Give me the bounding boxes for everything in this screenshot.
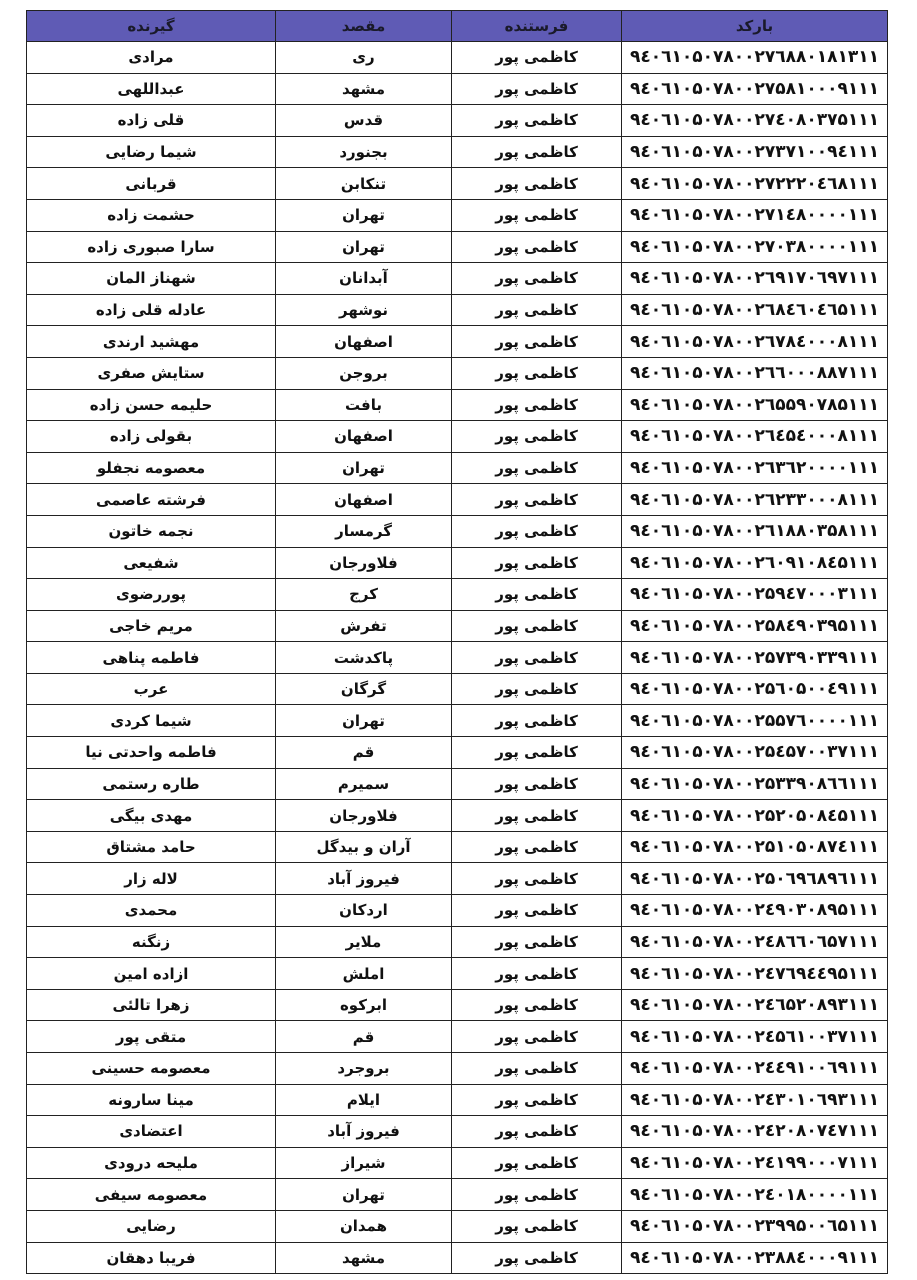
table-row: [27, 926, 888, 958]
receiver-cell: عرب: [27, 673, 276, 705]
destination-cell: آبدانان: [276, 263, 452, 295]
destination-cell: گرمسار: [276, 515, 452, 547]
sender-cell: کاظمی پور: [452, 452, 622, 484]
header-row: [27, 11, 888, 42]
table-row: [27, 1242, 888, 1274]
receiver-cell: بقولی زاده: [27, 421, 276, 453]
sender-cell: کاظمی پور: [452, 958, 622, 990]
table-row: [27, 1021, 888, 1053]
barcode-cell: ۹٤۰٦۱۰۵۰۷۸۰۰۲٦۱۸۸۰۳۵۸۱۱۱: [622, 515, 888, 547]
barcode-cell: ۹٤۰٦۱۰۵۰۷۸۰۰۲٦۲۳۳۰۰۰۸۱۱۱: [622, 484, 888, 516]
destination-cell: همدان: [276, 1210, 452, 1242]
sender-cell: کاظمی پور: [452, 357, 622, 389]
receiver-cell: شفیعی: [27, 547, 276, 579]
destination-cell: اردکان: [276, 895, 452, 927]
receiver-cell: شیما کردی: [27, 705, 276, 737]
barcode-cell: ۹٤۰٦۱۰۵۰۷۸۰۰۲۵٤۵۷۰۰۳۷۱۱۱: [622, 737, 888, 769]
sender-cell: کاظمی پور: [452, 136, 622, 168]
destination-cell: اصفهان: [276, 421, 452, 453]
table-row: [27, 800, 888, 832]
destination-cell: قم: [276, 1021, 452, 1053]
destination-cell: نوشهر: [276, 294, 452, 326]
barcode-cell: ۹٤۰٦۱۰۵۰۷۸۰۰۲٤۱۹۹۰۰۰۷۱۱۱: [622, 1147, 888, 1179]
sender-cell: کاظمی پور: [452, 1147, 622, 1179]
sender-cell: کاظمی پور: [452, 389, 622, 421]
sender-cell: کاظمی پور: [452, 1242, 622, 1274]
barcode-cell: ۹٤۰٦۱۰۵۰۷۸۰۰۲٤۵٦۱۰۰۳۷۱۱۱: [622, 1021, 888, 1053]
sender-cell: کاظمی پور: [452, 610, 622, 642]
destination-cell: اصفهان: [276, 326, 452, 358]
receiver-cell: شیما رضایی: [27, 136, 276, 168]
sender-cell: کاظمی پور: [452, 1084, 622, 1116]
barcode-cell: ۹٤۰٦۱۰۵۰۷۸۰۰۲۵۹٤۷۰۰۰۳۱۱۱: [622, 579, 888, 611]
receiver-cell: فریبا دهقان: [27, 1242, 276, 1274]
sender-cell: کاظمی پور: [452, 1021, 622, 1053]
destination-cell: کرج: [276, 579, 452, 611]
destination-cell: آران و بیدگل: [276, 831, 452, 863]
sender-cell: کاظمی پور: [452, 326, 622, 358]
barcode-cell: ۹٤۰٦۱۰۵۰۷۸۰۰۲٦۳٦۲۰۰۰۰۱۱۱: [622, 452, 888, 484]
receiver-cell: قلی زاده: [27, 105, 276, 137]
destination-cell: اصفهان: [276, 484, 452, 516]
barcode-cell: ۹٤۰٦۱۰۵۰۷۸۰۰۲۵۸٤۹۰۳۹۵۱۱۱: [622, 610, 888, 642]
receiver-cell: ازاده امین: [27, 958, 276, 990]
destination-cell: املش: [276, 958, 452, 990]
sender-cell: کاظمی پور: [452, 705, 622, 737]
table-row: [27, 73, 888, 105]
barcode-cell: ۹٤۰٦۱۰۵۰۷۸۰۰۲۷۵۸۱۰۰۰۹۱۱۱: [622, 73, 888, 105]
barcode-cell: ۹٤۰٦۱۰۵۰۷۸۰۰۲۷۱٤۸۰۰۰۰۱۱۱: [622, 199, 888, 231]
table-row: [27, 1147, 888, 1179]
barcode-cell: ۹٤۰٦۱۰۵۰۷۸۰۰۲۵۲۰۵۰۸٤۵۱۱۱: [622, 800, 888, 832]
receiver-cell: عادله قلی زاده: [27, 294, 276, 326]
table-row: [27, 326, 888, 358]
destination-cell: فلاورجان: [276, 800, 452, 832]
barcode-cell: ۹٤۰٦۱۰۵۰۷۸۰۰۲۳۹۹۵۰۰٦۵۱۱۱: [622, 1210, 888, 1242]
destination-cell: بجنورد: [276, 136, 452, 168]
sender-cell: کاظمی پور: [452, 105, 622, 137]
barcode-cell: ۹٤۰٦۱۰۵۰۷۸۰۰۲٦۷۸٤۰۰۰۸۱۱۱: [622, 326, 888, 358]
destination-cell: فیروز آباد: [276, 863, 452, 895]
sender-cell: کاظمی پور: [452, 673, 622, 705]
table-row: [27, 547, 888, 579]
barcode-cell: ۹٤۰٦۱۰۵۰۷۸۰۰۲٦۹۱۷۰٦۹۷۱۱۱: [622, 263, 888, 295]
table-row: [27, 642, 888, 674]
table-row: [27, 863, 888, 895]
table-row: [27, 610, 888, 642]
receiver-cell: نجمه خاتون: [27, 515, 276, 547]
barcode-cell: ۹٤۰٦۱۰۵۰۷۸۰۰۲٤٤۹۱۰۰٦۹۱۱۱: [622, 1053, 888, 1085]
destination-cell: قم: [276, 737, 452, 769]
receiver-cell: زنگنه: [27, 926, 276, 958]
destination-cell: تهران: [276, 452, 452, 484]
barcode-cell: ۹٤۰٦۱۰۵۰۷۸۰۰۲٤۰۱۸۰۰۰۰۱۱۱: [622, 1179, 888, 1211]
destination-cell: ابرکوه: [276, 989, 452, 1021]
table-row: [27, 958, 888, 990]
barcode-cell: ۹٤۰٦۱۰۵۰۷۸۰۰۲۷۲۲۲۰٤٦۸۱۱۱: [622, 168, 888, 200]
receiver-cell: ستایش صفری: [27, 357, 276, 389]
destination-cell: فیروز آباد: [276, 1116, 452, 1148]
sender-cell: کاظمی پور: [452, 863, 622, 895]
destination-cell: فلاورجان: [276, 547, 452, 579]
column-header-receiver: گیرنده: [27, 11, 276, 42]
barcode-cell: ۹٤۰٦۱۰۵۰۷۸۰۰۲٤٦۵۲۰۸۹۳۱۱۱: [622, 989, 888, 1021]
table-row: [27, 768, 888, 800]
sender-cell: کاظمی پور: [452, 263, 622, 295]
destination-cell: ری: [276, 42, 452, 74]
barcode-cell: ۹٤۰٦۱۰۵۰۷۸۰۰۲٦٤۵٤۰۰۰۸۱۱۱: [622, 421, 888, 453]
receiver-cell: متقی پور: [27, 1021, 276, 1053]
destination-cell: تهران: [276, 231, 452, 263]
table-row: [27, 105, 888, 137]
barcode-cell: ۹٤۰٦۱۰۵۰۷۸۰۰۲٦۰۹۱۰۸٤۵۱۱۱: [622, 547, 888, 579]
receiver-cell: معصومه نجفلو: [27, 452, 276, 484]
barcode-cell: ۹٤۰٦۱۰۵۰۷۸۰۰۲٤۳۰۱۰٦۹۳۱۱۱: [622, 1084, 888, 1116]
table-row: [27, 452, 888, 484]
barcode-cell: ۹٤۰٦۱۰۵۰۷۸۰۰۲٤۸٦٦۰٦۵۷۱۱۱: [622, 926, 888, 958]
destination-cell: ملایر: [276, 926, 452, 958]
barcode-cell: ۹٤۰٦۱۰۵۰۷۸۰۰۲٤۹۰۳۰۸۹۵۱۱۱: [622, 895, 888, 927]
barcode-cell: ۹٤۰٦۱۰۵۰۷۸۰۰۲۳۸۸٤۰۰۰۹۱۱۱: [622, 1242, 888, 1274]
table-row: [27, 673, 888, 705]
sender-cell: کاظمی پور: [452, 926, 622, 958]
sender-cell: کاظمی پور: [452, 484, 622, 516]
sender-cell: کاظمی پور: [452, 768, 622, 800]
sender-cell: کاظمی پور: [452, 989, 622, 1021]
receiver-cell: شهناز المان: [27, 263, 276, 295]
receiver-cell: اعتضادی: [27, 1116, 276, 1148]
destination-cell: بروجن: [276, 357, 452, 389]
receiver-cell: رضایی: [27, 1210, 276, 1242]
table-row: [27, 263, 888, 295]
receiver-cell: معصومه سیفی: [27, 1179, 276, 1211]
receiver-cell: لاله زار: [27, 863, 276, 895]
destination-cell: تنکابن: [276, 168, 452, 200]
receiver-cell: مهدی بیگی: [27, 800, 276, 832]
barcode-cell: ۹٤۰٦۱۰۵۰۷۸۰۰۲۵۷۳۹۰۳۳۹۱۱۱: [622, 642, 888, 674]
barcode-cell: ۹٤۰٦۱۰۵۰۷۸۰۰۲۵٦۰۵۰۰٤۹۱۱۱: [622, 673, 888, 705]
table-row: [27, 989, 888, 1021]
sender-cell: کاظمی پور: [452, 231, 622, 263]
barcode-cell: ۹٤۰٦۱۰۵۰۷۸۰۰۲۵۱۰۵۰۸۷٤۱۱۱: [622, 831, 888, 863]
receiver-cell: طاره رستمی: [27, 768, 276, 800]
destination-cell: شیراز: [276, 1147, 452, 1179]
table-body: [27, 42, 888, 1274]
destination-cell: تهران: [276, 1179, 452, 1211]
receiver-cell: سارا صبوری زاده: [27, 231, 276, 263]
barcode-cell: ۹٤۰٦۱۰۵۰۷۸۰۰۲٤۷٦۹٤٤۹۵۱۱۱: [622, 958, 888, 990]
sender-cell: کاظمی پور: [452, 547, 622, 579]
barcode-cell: ۹٤۰٦۱۰۵۰۷۸۰۰۲۷۳۷۱۰۰۹٤۱۱۱: [622, 136, 888, 168]
table-row: [27, 42, 888, 74]
receiver-cell: مریم خاجی: [27, 610, 276, 642]
table-row: [27, 1179, 888, 1211]
sender-cell: کاظمی پور: [452, 642, 622, 674]
receiver-cell: حشمت زاده: [27, 199, 276, 231]
receiver-cell: حامد مشتاق: [27, 831, 276, 863]
barcode-cell: ۹٤۰٦۱۰۵۰۷۸۰۰۲۷٤۰۸۰۳۷۵۱۱۱: [622, 105, 888, 137]
column-header-destination: مقصد: [276, 11, 452, 42]
sender-cell: کاظمی پور: [452, 73, 622, 105]
sender-cell: کاظمی پور: [452, 737, 622, 769]
barcode-cell: ۹٤۰٦۱۰۵۰۷۸۰۰۲۵۵۷٦۰۰۰۰۱۱۱: [622, 705, 888, 737]
table-row: [27, 199, 888, 231]
destination-cell: بروجرد: [276, 1053, 452, 1085]
table-row: [27, 389, 888, 421]
table-row: [27, 579, 888, 611]
shipment-table: [26, 10, 888, 1274]
destination-cell: سمیرم: [276, 768, 452, 800]
table-row: [27, 1116, 888, 1148]
shipment-table-container: [26, 10, 887, 1274]
destination-cell: تفرش: [276, 610, 452, 642]
destination-cell: قدس: [276, 105, 452, 137]
sender-cell: کاظمی پور: [452, 1053, 622, 1085]
receiver-cell: فاطمه پناهی: [27, 642, 276, 674]
destination-cell: گرگان: [276, 673, 452, 705]
sender-cell: کاظمی پور: [452, 1116, 622, 1148]
sender-cell: کاظمی پور: [452, 294, 622, 326]
barcode-cell: ۹٤۰٦۱۰۵۰۷۸۰۰۲۷٦۸۸۰۱۸۱۳۱۱: [622, 42, 888, 74]
table-row: [27, 421, 888, 453]
receiver-cell: پوررضوی: [27, 579, 276, 611]
receiver-cell: مهشید ارندی: [27, 326, 276, 358]
sender-cell: کاظمی پور: [452, 831, 622, 863]
sender-cell: کاظمی پور: [452, 800, 622, 832]
sender-cell: کاظمی پور: [452, 168, 622, 200]
destination-cell: مشهد: [276, 73, 452, 105]
receiver-cell: زهرا تالئی: [27, 989, 276, 1021]
receiver-cell: مینا سارونه: [27, 1084, 276, 1116]
table-row: [27, 737, 888, 769]
receiver-cell: ملیحه درودی: [27, 1147, 276, 1179]
table-row: [27, 231, 888, 263]
receiver-cell: فرشته عاصمی: [27, 484, 276, 516]
barcode-cell: ۹٤۰٦۱۰۵۰۷۸۰۰۲٤۲۰۸۰۷٤۷۱۱۱: [622, 1116, 888, 1148]
destination-cell: مشهد: [276, 1242, 452, 1274]
table-row: [27, 515, 888, 547]
table-row: [27, 357, 888, 389]
sender-cell: کاظمی پور: [452, 42, 622, 74]
barcode-cell: ۹٤۰٦۱۰۵۰۷۸۰۰۲۷۰۳۸۰۰۰۰۱۱۱: [622, 231, 888, 263]
receiver-cell: محمدی: [27, 895, 276, 927]
receiver-cell: عبداللهی: [27, 73, 276, 105]
table-row: [27, 1084, 888, 1116]
column-header-sender: فرستنده: [452, 11, 622, 42]
sender-cell: کاظمی پور: [452, 1179, 622, 1211]
sender-cell: کاظمی پور: [452, 1210, 622, 1242]
destination-cell: تهران: [276, 705, 452, 737]
receiver-cell: حلیمه حسن زاده: [27, 389, 276, 421]
sender-cell: کاظمی پور: [452, 579, 622, 611]
sender-cell: کاظمی پور: [452, 515, 622, 547]
barcode-cell: ۹٤۰٦۱۰۵۰۷۸۰۰۲٦۵۵۹۰۷۸۵۱۱۱: [622, 389, 888, 421]
receiver-cell: مرادی: [27, 42, 276, 74]
table-row: [27, 168, 888, 200]
sender-cell: کاظمی پور: [452, 199, 622, 231]
barcode-cell: ۹٤۰٦۱۰۵۰۷۸۰۰۲۵۳۳۹۰۸٦٦۱۱۱: [622, 768, 888, 800]
receiver-cell: فاطمه واحدتی نیا: [27, 737, 276, 769]
barcode-cell: ۹٤۰٦۱۰۵۰۷۸۰۰۲۵۰٦۹٦۸۹٦۱۱۱: [622, 863, 888, 895]
table-row: [27, 831, 888, 863]
destination-cell: تهران: [276, 199, 452, 231]
sender-cell: کاظمی پور: [452, 895, 622, 927]
table-row: [27, 294, 888, 326]
destination-cell: پاکدشت: [276, 642, 452, 674]
table-row: [27, 705, 888, 737]
table-row: [27, 1210, 888, 1242]
column-header-barcode: بارکد: [622, 11, 888, 42]
barcode-cell: ۹٤۰٦۱۰۵۰۷۸۰۰۲٦۸٤٦۰٤٦۵۱۱۱: [622, 294, 888, 326]
table-row: [27, 136, 888, 168]
table-row: [27, 1053, 888, 1085]
sender-cell: کاظمی پور: [452, 421, 622, 453]
receiver-cell: معصومه حسینی: [27, 1053, 276, 1085]
table-row: [27, 895, 888, 927]
destination-cell: ایلام: [276, 1084, 452, 1116]
receiver-cell: قربانی: [27, 168, 276, 200]
barcode-cell: ۹٤۰٦۱۰۵۰۷۸۰۰۲٦٦۰۰۰۸۸۷۱۱۱: [622, 357, 888, 389]
table-header: [27, 11, 888, 42]
table-row: [27, 484, 888, 516]
destination-cell: بافت: [276, 389, 452, 421]
